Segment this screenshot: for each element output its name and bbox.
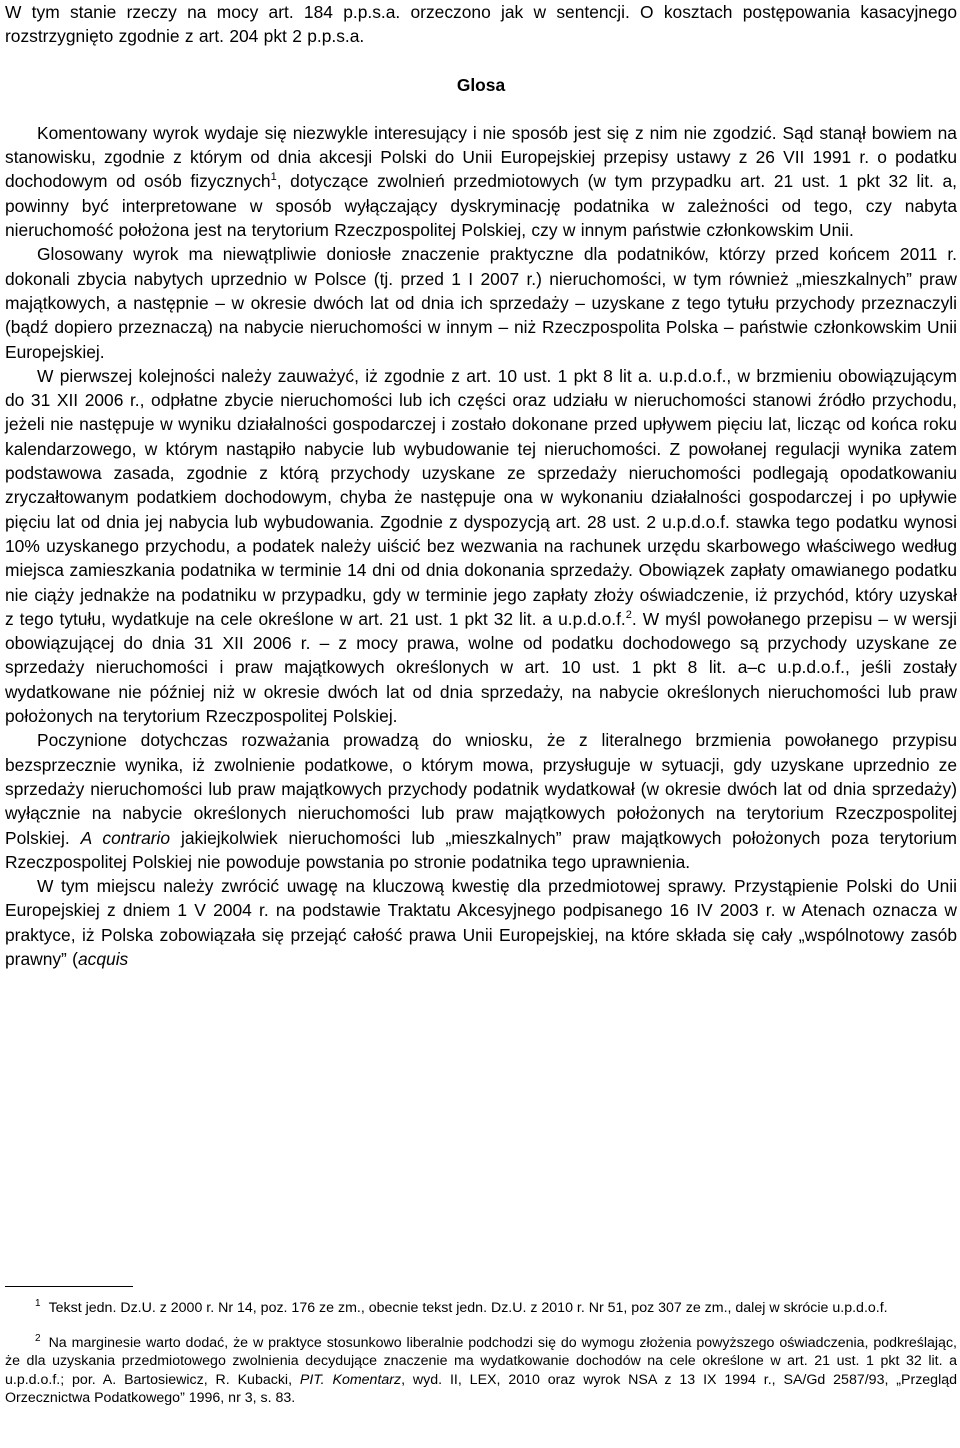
footnotes-section [5,1286,957,1424]
footnote-ref-1[interactable]: 1 [270,171,277,184]
paragraph-3-text: W pierwszej kolejności należy zauważyć, iż zgodnie z art. 10 ust. 1 pkt 8 lit a. u.p.d.o.f., w brzmieniu obowiązującym do 31 XII 2006 r., odpłatne zbycie nieruchomości lub ich części oraz udziału w nieruchomości stanowi źródło przychodu, jeżeli nie następuje w wyniku działalności gospodarczej i zostało dokonane przed upływem pięciu lat, licząc od końca roku kalendarzowego, w którym nastąpiło nabycie lub wybudowanie tej nieruchomości. Z powołanej regulacji wynika zatem podstawowa zasada, zgodnie z którą przychody uzyskane ze sprzedaży nieruchomości podlegają opodatkowaniu zryczałtowanym podatkiem dochodowym, chyba że następuje ona w wykonaniu działalności gospodarczej i po upływie pięciu lat od dnia jej nabycia lub wybudowania. Zgodnie z dyspozycją art. 28 ust. 2 u.p.d.o.f. stawka tego podatku wynosi 10% uzyskanego przychodu, a podatek należy uiścić bez wezwania na rachunek urzędu skarbowego właściwego według miejsca zamieszkania podatnika w terminie 14 dni od dnia dokonania sprzedaży. Obowiązek zapłaty omawianego podatku nie ciąży jednakże na podatniku w przypadku, gdy w terminie jego zapłaty złoży oświadczenie, iż przychód, który uzyskał z tego tytułu, wydatkuje na cele określone w art. 21 ust. 1 pkt 32 lit. a u.p.d.o.f. [5,365,957,629]
footnote-1-number: 1 [35,1298,41,1310]
footnote-2 [5,1334,957,1408]
paragraph-5-text: W tym miejscu należy zwrócić uwagę na kluczową kwestię dla przedmiotowej sprawy. Przystąpienie Polski do Unii Europejskiej z dniem 1 V 2004 r. na podstawie Traktatu Akcesyjnego podpisanego 16 IV 2003 r. w Atenach oznacza w praktyce, iż Polska zobowiązała się przejąć całość prawa Unii Europejskiej, na które składa się cały „wspólnotowy zasób prawny” ( [5,876,957,969]
paragraph-5-italic: acquis [77,948,129,969]
paragraph-4 [5,728,957,874]
paragraph-4-text: Poczynione dotychczas rozważania prowadzą do wniosku, że z literalnego brzmienia powołanego przypisu bezsprzecznie wynika, iż zwolnienie podatkowe, o którym mowa, przysługuje w sytuacji, gdy uzyskane uprzednio ze sprzedaży nieruchomości lub praw majątkowych przychody podatnik wydatkował (w okresie dwóch lat od dnia sprzedaży) wyłącznie na nabycie określonych nieruchomości lub praw majątkowych położonych na terytorium Rzeczpospolitej Polskiej. [5,730,957,848]
intro-paragraph: W tym stanie rzeczy na mocy art. 184 p.p.s.a. orzeczono jak w sentencji. O kosztach postępowania kasacyjnego rozstrzygnięto zgodnie z art. 204 pkt 2 p.p.s.a. [5,2,957,47]
paragraph-5 [5,874,957,971]
section-heading: Glosa [456,74,506,95]
footnote-1 [5,1299,957,1318]
footnote-divider [5,1286,133,1287]
paragraph-1-text: Sąd stanął bowiem na stanowisku, zgodnie z którym od dnia akcesji Polski do Unii Europejskiej przepisy ustawy z 26 VII 1991 r. o podatku dochodowym od osób fizycznych [5,122,957,192]
document-body [5,0,957,971]
paragraph-1-lead: Komentowany wyrok wydaje się niezwykle interesujący i nie sposób jest się z nim nie zgodzić. [37,122,777,143]
paragraph-4-italic: A contrario [80,827,171,848]
footnote-1-text: Tekst jedn. Dz.U. z 2000 r. Nr 14, poz. 176 ze zm., obecnie tekst jedn. Dz.U. z 2010 r. Nr 51, poz 307 ze zm., dalej w skrócie u.p.d.o.f. [48,1300,888,1316]
paragraph-3-text-cont: . W myśl powołanego przepisu – w wersji obowiązującej do dnia 31 XII 2006 r. – z mocy prawa, wolne od podatku dochodowego są przychody uzyskane ze sprzedaży nieruchomości i praw majątkowych określonych w art. 10 ust. 1 pkt 8 lit. a–c u.p.d.o.f., jeśli zostały wydatkowane nie później niż w okresie dwóch lat od dnia sprzedaży, na nabycie określonych nieruchomości lub praw położonych na terytorium Rzeczpospolitej Polskiej. [5,608,958,727]
paragraph-1-text-cont: , dotyczące zwolnień przedmiotowych (w tym przypadku art. 21 ust. 1 pkt 32 lit. a, powinny być interpretowane w sposób wyłączający dyskryminację podatnika w zależności od tego, czy nabyta nieruchomość położona jest na terytorium Rzeczpospolitej Polskiej, czy w innym państwie członkowskim Unii. [5,171,957,241]
paragraph-4-text-cont: jakiejkolwiek nieruchomości lub „mieszkalnych” praw majątkowych położonych poza terytorium Rzeczpospolitej Polskiej nie powoduje powstania po stronie podatnika tego uprawnienia. [5,827,957,872]
paragraph-2: Glosowany wyrok ma niewątpliwie doniosłe znaczenie praktyczne dla podatników, którzy przed końcem 2011 r. dokonali zbycia nabytych uprzednio w Polsce (tj. przed 1 I 2007 r.) nieruchomości, w tym również „mieszkalnych” praw majątkowych, a następnie – w okresie dwóch lat od dnia ich sprzedaży – uzyskane z tego tytułu przychody przeznaczyli (bądź dopiero przeznaczą) na nabycie nieruchomości w innym – niż Rzeczpospolita Polska – państwie członkowskim Unii Europejskiej. [5,244,957,362]
footnote-2-number: 2 [35,1332,41,1344]
paragraph-3 [5,364,957,728]
footnote-ref-2[interactable]: 2 [625,609,632,622]
footnote-2-text-cont: , wyd. II, LEX, 2010 oraz wyrok NSA z 13 IX 1994 r., SA/Gd 2587/93, „Przegląd Orzecznictwa Podatkowego” 1996, nr 3, s. 83. [5,1371,957,1406]
footnote-2-italic: PIT. Komentarz [299,1371,402,1388]
footnote-2-text: Na marginesie warto dodać, że w praktyce stosunkowo liberalnie podchodzi się do wymogu złożenia powyższego oświadczenia, podkreślając, że dla uzyskania przedmiotowego zwolnienia decydujące znaczenie ma wydatkowanie dochodów na cele określone w art. 21 ust. 1 pkt 32 lit. a u.p.d.o.f.; por. A. Bartosiewicz, R. Kubacki, [5,1334,957,1388]
paragraph-1 [5,121,957,242]
